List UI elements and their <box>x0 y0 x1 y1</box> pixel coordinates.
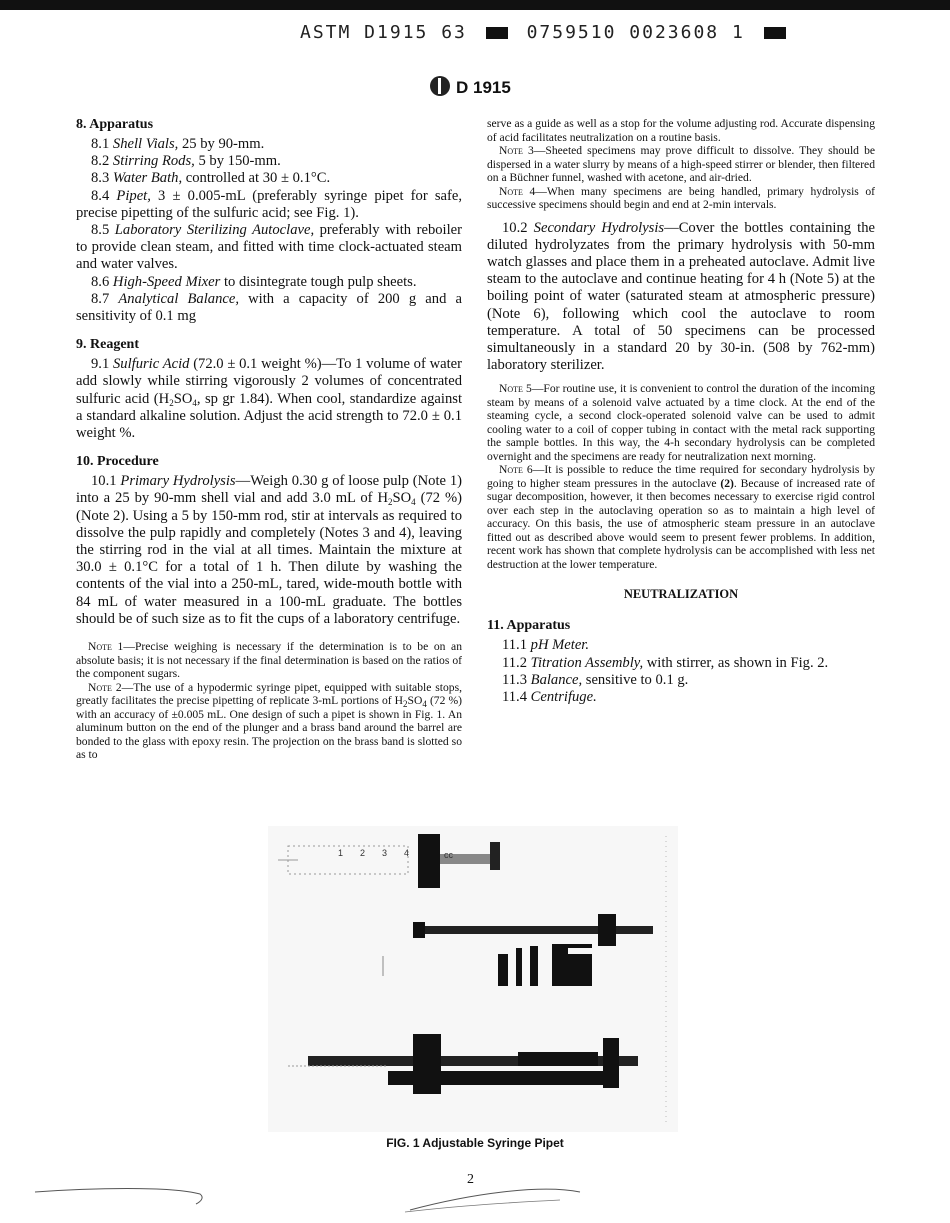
scale-tick-label: 2 <box>360 848 366 858</box>
clause-8-1: 8.1 Shell Vials, 25 by 90-mm. <box>91 136 265 152</box>
neutralization-heading: NEUTRALIZATION <box>623 587 739 602</box>
note-2-continued: serve as a guide as well as a stop for the volume adjusting rod. Accurate dispensing of acid facilitates neutralization on a routine basis. <box>487 117 875 144</box>
syringe-pipet-photo <box>268 826 678 1132</box>
clause-10-2: 10.2 Secondary Hydrolysis—Cover the bottles containing the diluted hydrolyzates from the primary hydrolysis with 50-mm watch glasses and place them in a preheated autoclave. Admit live steam to the autoclave and continue heating for 4 h (Note 5) at the boiling point of water (saturated steam at atmospheric pressure) (Note 6), following which cool the autoclave to room temperature. A total of 50 specimens can be processed simultaneously in a standard 20 by 30-in. (508 by 762-mm) laboratory sterilizer. <box>487 219 876 374</box>
left-column <box>76 117 462 762</box>
clause-8-2: 8.2 Stirring Rods, 5 by 150-mm. <box>91 153 281 170</box>
clause-8-6: 8.6 High-Speed Mixer to disintegrate tough pulp sheets. <box>91 273 417 290</box>
section-8-title: 8. Apparatus <box>76 117 154 132</box>
clause-8-5: 8.5 Laboratory Sterilizing Autoclave, preferably with reboiler to provide clean steam, and fitted with time clock-actuated steam and water valves. <box>76 222 462 273</box>
note-3: Note 3—Sheeted specimens may prove difficult to dissolve. They should be dispersed in a water slurry by means of a high-speed stirrer or blender, then filtered on a Büchner funnel, washed with acetone, and air-dried. <box>487 144 876 184</box>
scale-tick-label: 1 <box>338 848 344 858</box>
margin-scrawl-left <box>35 1189 202 1205</box>
note-5: Note 5—For routine use, it is convenient to control the duration of the incoming steam by means of a solenoid valve actuated by a time clock. At the end of the steaming cycle, a second clock-operated solenoid valve can be used to admit cooling water to a coil of copper tubing in contact with the metal rack supporting the sample bottles. In this way, the 4-h secondary hydrolysis can be completed overnight and the specimens are ready for neutralization next morning. <box>487 382 875 463</box>
scale-tick-label: 3 <box>382 848 388 858</box>
document-header <box>430 76 511 98</box>
note-2: Note 2—The use of a hypodermic syringe pipet, equipped with suitable stops, greatly facilitates the precise pipetting of replicate 3-mL portions of $H_2SO_4$ (72 %) with an accuracy of ±0.005 mL. One design of such a pipet is shown in Fig. 1. An aluminum button on the end of the plunger and a brass band around the barrel are bonded to the glass with epoxy resin. The projection on the brass band is slotted so as to <box>76 680 462 762</box>
section-11-title: 11. Apparatus <box>487 618 571 634</box>
header-code-right: 0759510 0023608 1 <box>526 22 745 43</box>
header-code-line <box>300 22 792 43</box>
page-number: 2 <box>467 1172 474 1187</box>
scan-margin-marks <box>0 1170 950 1223</box>
header-block-mark <box>764 27 786 39</box>
margin-scrawl-center <box>410 1189 580 1210</box>
doc-id: D 1915 <box>456 78 511 97</box>
note-4: Note 4—When many specimens are being handled, primary hydrolysis of successive specimens should begin and end at 2-min intervals. <box>487 184 875 211</box>
section-9-title: 9. Reagent <box>76 337 139 353</box>
section-10-title: 10. Procedure <box>76 454 159 470</box>
clause-11-2: 11.2 Titration Assembly, with stirrer, as shown in Fig. 2. <box>502 654 829 671</box>
header-code-left: ASTM D1915 63 <box>300 22 467 43</box>
clause-10-1: 10.1 Primary Hydrolysis—Weigh 0.30 g of loose pulp (Note 1) into a 25 by 90-mm shell vial and add 3.0 mL of $H_2SO_4$ (72 %) (Note 2). Using a 5 by 150-mm rod, stir at intervals as required to dissolve the pulp rapidly and completely (Notes 3 and 4), leaving the stirring rod in the vial at all times. Maintain the mixture at 30.0 ± 0.1°C for a total of 1 h. Then dilute by washing the contents of the vial into a 250-mL, tared, wide-mouth bottle with 84 mL of water measured in a 100-mL graduate. The bottles should be of such size as to fit the cups of a laboratory centrifuge. <box>76 473 462 627</box>
scale-tick-label: 4 <box>404 848 410 858</box>
clause-8-3: 8.3 Water Bath, controlled at 30 ± 0.1°C. <box>91 170 331 187</box>
clause-11-1: 11.1 pH Meter. <box>502 637 590 654</box>
header-block-mark <box>486 27 508 39</box>
astm-logo-icon <box>430 76 450 96</box>
note-1: Note 1—Precise weighing is necessary if the determination is to be on an absolute basis; it is not necessary if the final determination is based on the ratios of the component sugars. <box>76 640 462 681</box>
clause-9-1: 9.1 Sulfuric Acid (72.0 ± 0.1 weight %)—To 1 volume of water add slowly while stirring vigorously 2 volumes of concentrated sulfuric acid ($H_2SO_4$, sp gr 1.84). When cool, standardize against a standard alkaline solution. Adjust the acid strength to 72.0 ± 0.1 weight %. <box>76 356 462 442</box>
clause-8-4: 8.4 Pipet, 3 ± 0.005-mL (preferably syringe pipet for safe, precise pipetting of the sulfuric acid; see Fig. 1). <box>76 187 462 221</box>
scan-top-border <box>0 0 950 10</box>
clause-11-4: 11.4 Centrifuge. <box>502 688 597 705</box>
scale-tick-label: cc <box>444 850 453 860</box>
note-6: Note 6—It is possible to reduce the time required for secondary hydrolysis by going to higher steam pressures in the autoclave (2). Because of increased rate of sugar decomposition, however, it then becomes necessary to exercise rigid control over each step in the autoclaving operation so as to maintain a high level of accuracy. On this basis, the use of atmospheric steam pressure in an autoclave fitted out as described above would seem to present fewer problems. In addition, recent work has shown that complete hydrolysis can be accomplished with less net destruction at the lower temperature. <box>487 463 875 571</box>
clause-8-7: 8.7 Analytical Balance, with a capacity of 200 g and a sensitivity of 0.1 mg <box>76 290 462 325</box>
clause-11-3: 11.3 Balance, sensitive to 0.1 g. <box>502 671 689 688</box>
figure-caption: FIG. 1 Adjustable Syringe Pipet <box>386 1136 564 1150</box>
right-column <box>487 117 875 706</box>
